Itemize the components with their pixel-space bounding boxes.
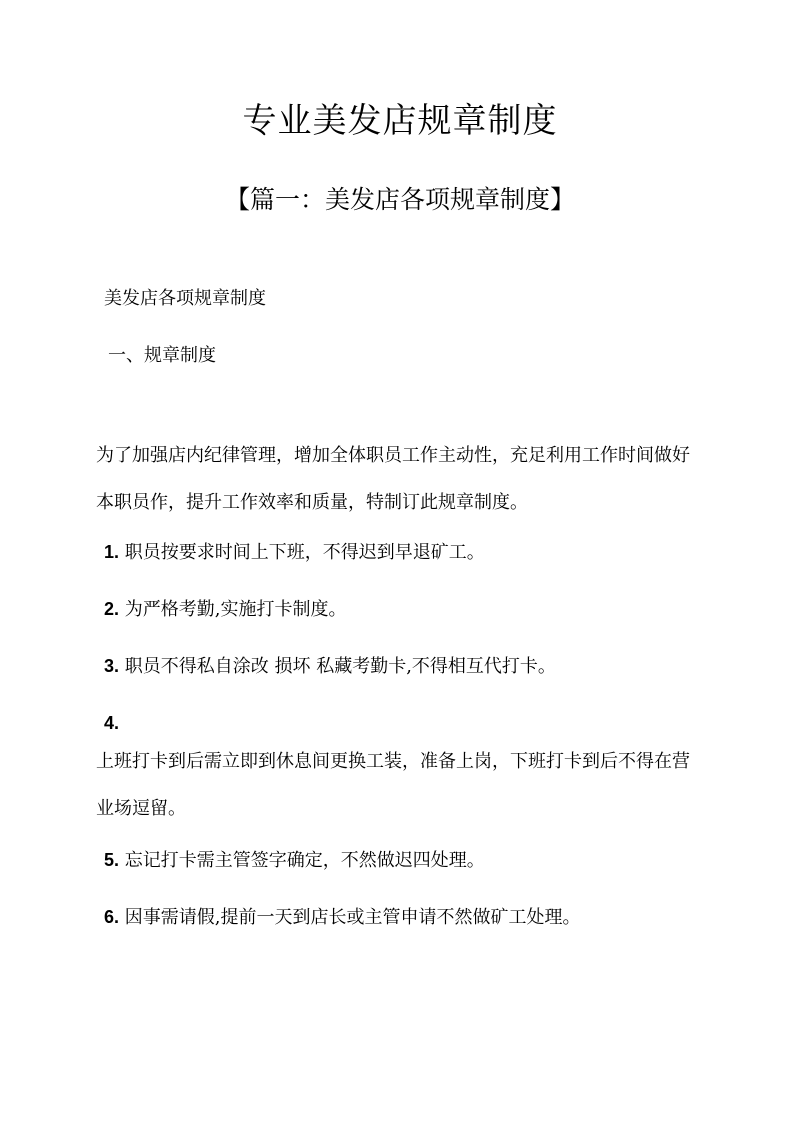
page-title: 专业美发店规章制度 [242, 101, 558, 141]
rule-number: 4. [104, 713, 120, 733]
rule-number: 3. [104, 656, 120, 676]
section-title: 【篇一：美发店各项规章制度】 [224, 185, 575, 214]
rule-number: 5. [104, 850, 120, 870]
rules-subheading: 一、规章制度 [108, 345, 216, 366]
rule-item-2 [104, 594, 346, 625]
intro-paragraph: 为了加强店内纪律管理，增加全体职员工作主动性，充足利用工作时间做好本职员作，提升工作效率和质量，特制订此规章制度。 [96, 445, 690, 513]
rule-text: 忘记打卡需主管签字确定，不然做迟四处理。 [124, 850, 485, 871]
rule-item-4 [96, 708, 696, 832]
rule-number: 1. [104, 542, 120, 562]
rule-item-6 [104, 902, 580, 933]
rule-text: 职员按要求时间上下班，不得迟到早退矿工。 [124, 542, 485, 563]
rule-text: 因事需请假,提前一天到店长或主管申请不然做矿工处理。 [124, 907, 581, 928]
rule-text: 为严格考勤,实施打卡制度。 [124, 599, 347, 620]
rule-item-3 [104, 651, 556, 682]
rule-text: 职员不得私自涂改 损坏 私藏考勤卡,不得相互代打卡。 [124, 656, 556, 677]
document-heading: 美发店各项规章制度 [104, 288, 266, 309]
rule-item-5 [104, 845, 485, 876]
rule-number: 6. [104, 907, 120, 927]
rule-item-1 [104, 537, 485, 568]
rule-number: 2. [104, 599, 120, 619]
rule-text: 上班打卡到后需立即到休息间更换工装，准备上岗，下班打卡到后不得在营业场逗留。 [96, 751, 690, 819]
